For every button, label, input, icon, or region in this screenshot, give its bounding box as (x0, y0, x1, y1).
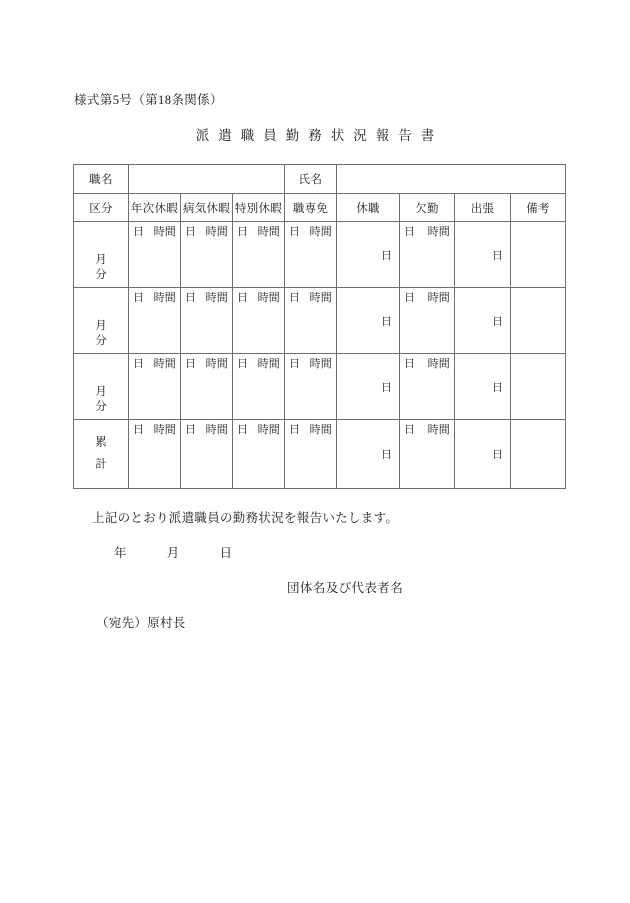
addressee-line: （宛先）原村長 (96, 616, 186, 630)
business-trip-cell[interactable] (455, 222, 511, 288)
absence-cell[interactable] (400, 222, 455, 288)
unit-day: 日 (289, 424, 301, 436)
column-header-kubun: 区分 (74, 194, 129, 222)
table-row (74, 222, 566, 288)
unit-day: 日 (404, 226, 416, 238)
unit-line (237, 358, 280, 370)
annual-leave-cell[interactable] (129, 222, 181, 288)
column-header-duty-exemption: 職専免 (285, 194, 337, 222)
unit-line (237, 292, 280, 304)
column-header-row (74, 194, 566, 222)
unit-hours: 時間 (427, 226, 451, 238)
unit-line (133, 358, 176, 370)
unit-day: 日 (237, 292, 249, 304)
unit-line (185, 226, 228, 238)
unit-hours: 時間 (205, 424, 228, 436)
remarks-cell[interactable] (511, 420, 566, 489)
unit-day: 日 (404, 292, 416, 304)
unit-line (404, 292, 450, 304)
column-header-special-leave: 特別休暇 (233, 194, 285, 222)
table-row (74, 354, 566, 420)
sick-leave-cell[interactable] (181, 222, 233, 288)
unit-line (289, 292, 332, 304)
absence-cell[interactable] (400, 288, 455, 354)
kubun-cell (74, 354, 129, 420)
sick-leave-cell[interactable] (181, 420, 233, 489)
unit-day: 日 (492, 315, 504, 328)
unit-line (133, 424, 176, 436)
absence-cell[interactable] (400, 354, 455, 420)
unit-day: 日 (185, 358, 197, 370)
unit-day: 日 (133, 424, 145, 436)
special-leave-cell[interactable] (233, 354, 285, 420)
unit-hours: 時間 (309, 226, 333, 238)
kubun-label (74, 319, 128, 348)
leave-of-absence-cell[interactable] (337, 354, 400, 420)
unit-line (237, 424, 280, 436)
kubun-line-2: 分 (95, 334, 107, 347)
date-month-label: 月 (166, 546, 180, 560)
unit-hours: 時間 (309, 292, 333, 304)
form-number: 様式第5号（第18条関係） (74, 93, 223, 107)
unit-hours: 時間 (153, 424, 176, 436)
kubun-line-2: 分 (95, 268, 107, 281)
unit-day: 日 (237, 358, 249, 370)
unit-hours: 時間 (257, 292, 281, 304)
unit-day: 日 (289, 292, 301, 304)
report-statement: 上記のとおり派遣職員の勤務状況を報告いたします。 (92, 511, 399, 525)
page-title: 派遣職員勤務状況報告書 (195, 128, 444, 143)
unit-day: 日 (492, 449, 504, 462)
unit-hours: 時間 (153, 358, 176, 370)
remarks-cell[interactable] (511, 222, 566, 288)
leave-of-absence-cell[interactable] (337, 420, 400, 489)
work-status-table (73, 164, 566, 489)
unit-line (404, 424, 450, 436)
name-label-cell: 氏名 (285, 165, 337, 194)
date-line (114, 543, 232, 561)
unit-day: 日 (404, 424, 416, 436)
unit-line (289, 424, 332, 436)
unit-hours: 時間 (257, 424, 281, 436)
unit-day: 日 (185, 424, 197, 436)
column-header-business-trip: 出張 (455, 194, 511, 222)
unit-hours: 時間 (205, 292, 228, 304)
business-trip-cell[interactable] (455, 354, 511, 420)
kubun-cell (74, 288, 129, 354)
remarks-cell[interactable] (511, 288, 566, 354)
unit-line (185, 358, 228, 370)
unit-day: 日 (492, 381, 504, 394)
unit-day: 日 (237, 424, 249, 436)
sick-leave-cell[interactable] (181, 354, 233, 420)
unit-line (289, 226, 332, 238)
kubun-cell (74, 222, 129, 288)
unit-line (133, 226, 176, 238)
sick-leave-cell[interactable] (181, 288, 233, 354)
unit-hours: 時間 (257, 226, 281, 238)
leave-of-absence-cell[interactable] (337, 222, 400, 288)
unit-hours: 時間 (257, 358, 281, 370)
column-header-leave-of-absence: 休職 (337, 194, 400, 222)
identity-row (74, 165, 566, 194)
unit-hours: 時間 (427, 424, 451, 436)
unit-day: 日 (492, 249, 504, 262)
special-leave-cell[interactable] (233, 222, 285, 288)
unit-day: 日 (381, 249, 393, 262)
table-row (74, 288, 566, 354)
unit-day: 日 (381, 381, 393, 394)
column-header-annual-leave: 年次休暇 (129, 194, 181, 222)
business-trip-cell[interactable] (455, 420, 511, 489)
unit-day: 日 (289, 358, 301, 370)
annual-leave-cell[interactable] (129, 420, 181, 489)
kubun-line-1: 月 (95, 386, 107, 399)
unit-hours: 時間 (205, 226, 228, 238)
name-value-cell[interactable] (337, 165, 566, 194)
unit-day: 日 (133, 358, 145, 370)
absence-cell[interactable] (400, 420, 455, 489)
kubun-line-1: 累 (95, 436, 107, 449)
unit-line (185, 424, 228, 436)
special-leave-cell[interactable] (233, 420, 285, 489)
column-header-absence: 欠勤 (400, 194, 455, 222)
unit-day: 日 (381, 449, 393, 462)
column-header-remarks: 備考 (511, 194, 566, 222)
organization-representative-line: 団体名及び代表者名 (287, 581, 404, 595)
kubun-label (74, 253, 128, 282)
remarks-cell[interactable] (511, 354, 566, 420)
unit-hours: 時間 (427, 292, 451, 304)
unit-day: 日 (381, 315, 393, 328)
unit-hours: 時間 (153, 292, 176, 304)
unit-hours: 時間 (309, 358, 333, 370)
work-status-table-container (73, 164, 565, 489)
date-day-label: 日 (219, 546, 233, 560)
kubun-line-2: 計 (95, 459, 107, 471)
position-value-cell[interactable] (129, 165, 285, 194)
unit-day: 日 (133, 226, 145, 238)
kubun-label (74, 385, 128, 414)
unit-line (185, 292, 228, 304)
duty-exemption-cell[interactable] (285, 354, 337, 420)
kubun-line-1: 月 (95, 254, 107, 267)
unit-line (404, 358, 450, 370)
kubun-line-1: 月 (95, 320, 107, 333)
kubun-label (74, 432, 128, 477)
kubun-cell-total (74, 420, 129, 489)
unit-line (237, 226, 280, 238)
position-label-cell: 職名 (74, 165, 129, 194)
annual-leave-cell[interactable] (129, 288, 181, 354)
unit-line (404, 226, 450, 238)
unit-day: 日 (237, 226, 249, 238)
unit-line (289, 358, 332, 370)
unit-hours: 時間 (153, 226, 176, 238)
leave-of-absence-cell[interactable] (337, 288, 400, 354)
unit-day: 日 (289, 226, 301, 238)
duty-exemption-cell[interactable] (285, 420, 337, 489)
unit-day: 日 (185, 226, 197, 238)
unit-hours: 時間 (427, 358, 451, 370)
column-header-sick-leave: 病気休暇 (181, 194, 233, 222)
annual-leave-cell[interactable] (129, 354, 181, 420)
unit-hours: 時間 (205, 358, 228, 370)
special-leave-cell[interactable] (233, 288, 285, 354)
duty-exemption-cell[interactable] (285, 288, 337, 354)
date-year-label: 年 (114, 546, 127, 560)
unit-hours: 時間 (309, 424, 333, 436)
duty-exemption-cell[interactable] (285, 222, 337, 288)
unit-day: 日 (133, 292, 145, 304)
unit-line (133, 292, 176, 304)
unit-day: 日 (404, 358, 416, 370)
unit-day: 日 (185, 292, 197, 304)
table-row-total (74, 420, 566, 489)
business-trip-cell[interactable] (455, 288, 511, 354)
kubun-line-2: 分 (95, 400, 107, 413)
